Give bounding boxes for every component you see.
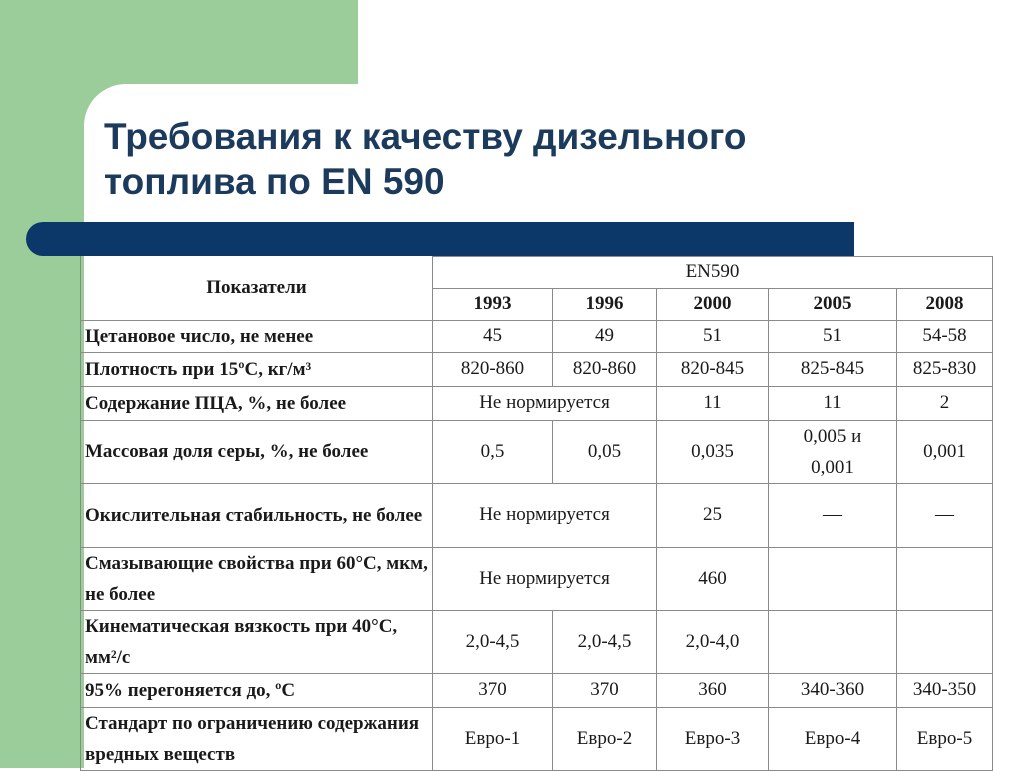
title-line-2: топлива по EN 590 (104, 161, 445, 202)
value-cell: 360 (657, 673, 769, 707)
table-row (81, 352, 993, 386)
table-row (81, 673, 993, 707)
indicator-cell: Стандарт по ограничению содержания вредных веществ (81, 707, 433, 770)
merged-value-cell: Не нормируется (433, 547, 657, 610)
indicator-cell: Содержание ПЦА, %, не более (81, 386, 433, 420)
value-cell: 0,035 (657, 420, 769, 483)
indicator-cell: Плотность при 15ºС, кг/м³ (81, 352, 433, 386)
value-cell (769, 547, 897, 610)
value-cell: 370 (433, 673, 553, 707)
value-cell: 2,0-4,5 (553, 610, 657, 673)
title-underline-bar (26, 222, 854, 256)
value-cell: 54-58 (897, 320, 993, 352)
year-header: 1996 (553, 288, 657, 320)
requirements-table (80, 256, 993, 771)
indicator-cell: Кинематическая вязкость при 40°С, мм²/с (81, 610, 433, 673)
value-cell: 2 (897, 386, 993, 420)
value-cell: 820-845 (657, 352, 769, 386)
slide-title (104, 114, 964, 204)
value-cell: — (897, 483, 993, 547)
indicator-cell: Массовая доля серы, %, не более (81, 420, 433, 483)
merged-value-cell: Не нормируется (433, 386, 657, 420)
green-side-strip (0, 0, 84, 768)
value-cell: 51 (769, 320, 897, 352)
header-row-group (81, 256, 993, 288)
value-cell: 0,001 (897, 420, 993, 483)
value-cell: Евро-2 (553, 707, 657, 770)
value-cell: 825-830 (897, 352, 993, 386)
merged-value-cell: Не нормируется (433, 483, 657, 547)
value-cell: Евро-5 (897, 707, 993, 770)
table-row (81, 547, 993, 610)
value-cell: 2,0-4,5 (433, 610, 553, 673)
value-cell: 820-860 (433, 352, 553, 386)
indicator-cell: Цетановое число, не менее (81, 320, 433, 352)
value-cell: 0,005 и 0,001 (769, 420, 897, 483)
value-cell: 45 (433, 320, 553, 352)
indicator-cell: Смазывающие свойства при 60°С, мкм, не более (81, 547, 433, 610)
indicator-cell: Окислительная стабильность, не более (81, 483, 433, 547)
table-row (81, 707, 993, 770)
table-row (81, 420, 993, 483)
value-cell: 460 (657, 547, 769, 610)
table-row (81, 320, 993, 352)
en590-header: EN590 (433, 256, 993, 288)
value-cell: 825-845 (769, 352, 897, 386)
value-cell: 340-350 (897, 673, 993, 707)
year-header: 2000 (657, 288, 769, 320)
value-cell: 11 (657, 386, 769, 420)
value-cell: 2,0-4,0 (657, 610, 769, 673)
value-cell: 11 (769, 386, 897, 420)
value-cell (897, 547, 993, 610)
year-header: 2005 (769, 288, 897, 320)
table-row (81, 483, 993, 547)
value-cell: — (769, 483, 897, 547)
value-cell: Евро-4 (769, 707, 897, 770)
value-cell (897, 610, 993, 673)
year-header: 2008 (897, 288, 993, 320)
value-cell: 25 (657, 483, 769, 547)
value-cell: 820-860 (553, 352, 657, 386)
requirements-table-container (80, 256, 993, 771)
indicator-header: Показатели (81, 256, 433, 320)
table-row (81, 386, 993, 420)
value-cell: 49 (553, 320, 657, 352)
year-header: 1993 (433, 288, 553, 320)
indicator-cell: 95% перегоняется до, ºС (81, 673, 433, 707)
value-cell (769, 610, 897, 673)
table-row (81, 610, 993, 673)
value-cell: Евро-1 (433, 707, 553, 770)
value-cell: Евро-3 (657, 707, 769, 770)
title-line-1: Требования к качеству дизельного (104, 116, 747, 157)
value-cell: 0,5 (433, 420, 553, 483)
value-cell: 370 (553, 673, 657, 707)
value-cell: 0,05 (553, 420, 657, 483)
value-cell: 51 (657, 320, 769, 352)
value-cell: 340-360 (769, 673, 897, 707)
